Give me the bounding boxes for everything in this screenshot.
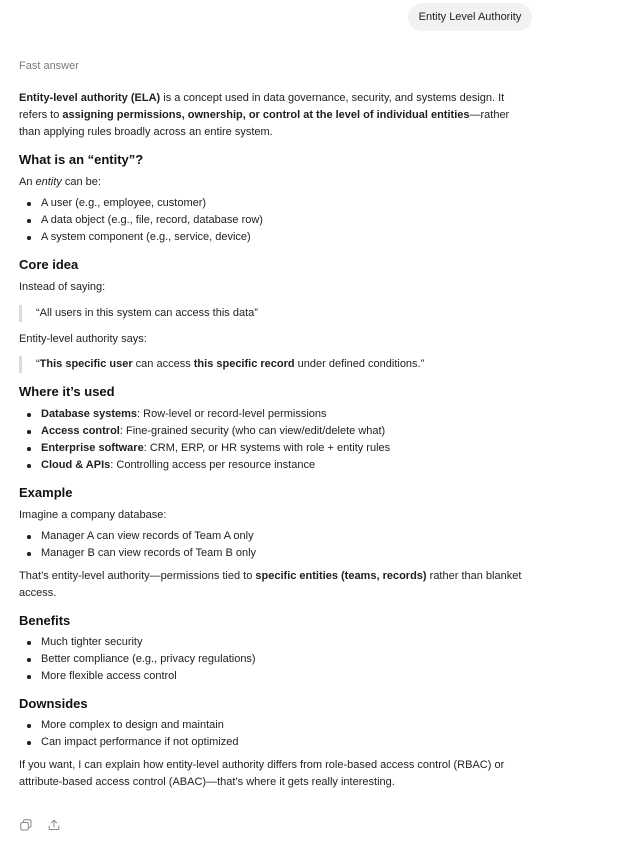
- core-lead: Instead of saying:: [19, 281, 106, 293]
- share-icon[interactable]: [46, 818, 62, 832]
- intro-bold-1: Entity-level authority (ELA): [19, 92, 161, 104]
- list-item: Database systems: Row-level or record-level permissions: [19, 406, 531, 423]
- example-lead: Imagine a company database:: [19, 509, 167, 521]
- intro-text-2: —rather than applying rules broadly across an entire system.: [19, 109, 510, 138]
- response-actions: [18, 818, 62, 832]
- benefits-list: [19, 634, 531, 685]
- list-item: More flexible access control: [19, 668, 531, 685]
- heading-core-idea: Core idea: [19, 257, 79, 272]
- intro-paragraph: [19, 90, 531, 141]
- list-item: Access control: Fine-grained security (who can view/edit/delete what): [19, 423, 531, 440]
- response-mode-label: Fast answer: [19, 60, 79, 72]
- list-item: Much tighter security: [19, 634, 531, 651]
- user-message-text: Entity Level Authority: [418, 11, 522, 23]
- assistant-response: [19, 90, 531, 791]
- heading-entity: What is an “entity”?: [19, 152, 144, 167]
- list-item: Manager B can view records of Team B only: [19, 545, 531, 562]
- entity-lead: An entity can be:: [19, 176, 101, 188]
- closing-paragraph: If you want, I can explain how entity-level authority differs from role-based access control (RBAC) or attribute-based access control (ABAC)—that’s where it gets really interesting.: [19, 759, 505, 788]
- list-item: More complex to design and maintain: [19, 717, 531, 734]
- list-item: A data object (e.g., file, record, database row): [19, 212, 531, 229]
- list-item: Better compliance (e.g., privacy regulations): [19, 651, 531, 668]
- heading-where-used: Where it’s used: [19, 384, 115, 399]
- list-item: Cloud & APIs: Controlling access per resource instance: [19, 457, 531, 474]
- intro-bold-2: assigning permissions, ownership, or control at the level of individual entities: [62, 109, 470, 121]
- list-item: Can impact performance if not optimized: [19, 734, 531, 751]
- downsides-list: [19, 717, 531, 751]
- core-lead-2: Entity-level authority says:: [19, 333, 147, 345]
- heading-downsides: Downsides: [19, 696, 88, 711]
- blockquote-1: “All users in this system can access this data”: [19, 305, 531, 322]
- list-item: Enterprise software: CRM, ERP, or HR systems with role + entity rules: [19, 440, 531, 457]
- heading-benefits: Benefits: [19, 613, 71, 628]
- example-list: [19, 528, 531, 562]
- entity-list: [19, 195, 531, 246]
- list-item: A user (e.g., employee, customer): [19, 195, 531, 212]
- intro-text-1: is a concept used in data governance, security, and systems design. It refers to: [19, 92, 505, 121]
- list-item: A system component (e.g., service, device): [19, 229, 531, 246]
- used-list: [19, 406, 531, 474]
- example-conclusion: That’s entity-level authority—permissions tied to specific entities (teams, records) rather than blanket access.: [19, 570, 522, 599]
- user-message-bubble: [408, 3, 532, 31]
- list-item: Manager A can view records of Team A only: [19, 528, 531, 545]
- blockquote-2: “This specific user can access this specific record under defined conditions.”: [19, 356, 531, 373]
- copy-icon[interactable]: [18, 818, 34, 832]
- heading-example: Example: [19, 485, 73, 500]
